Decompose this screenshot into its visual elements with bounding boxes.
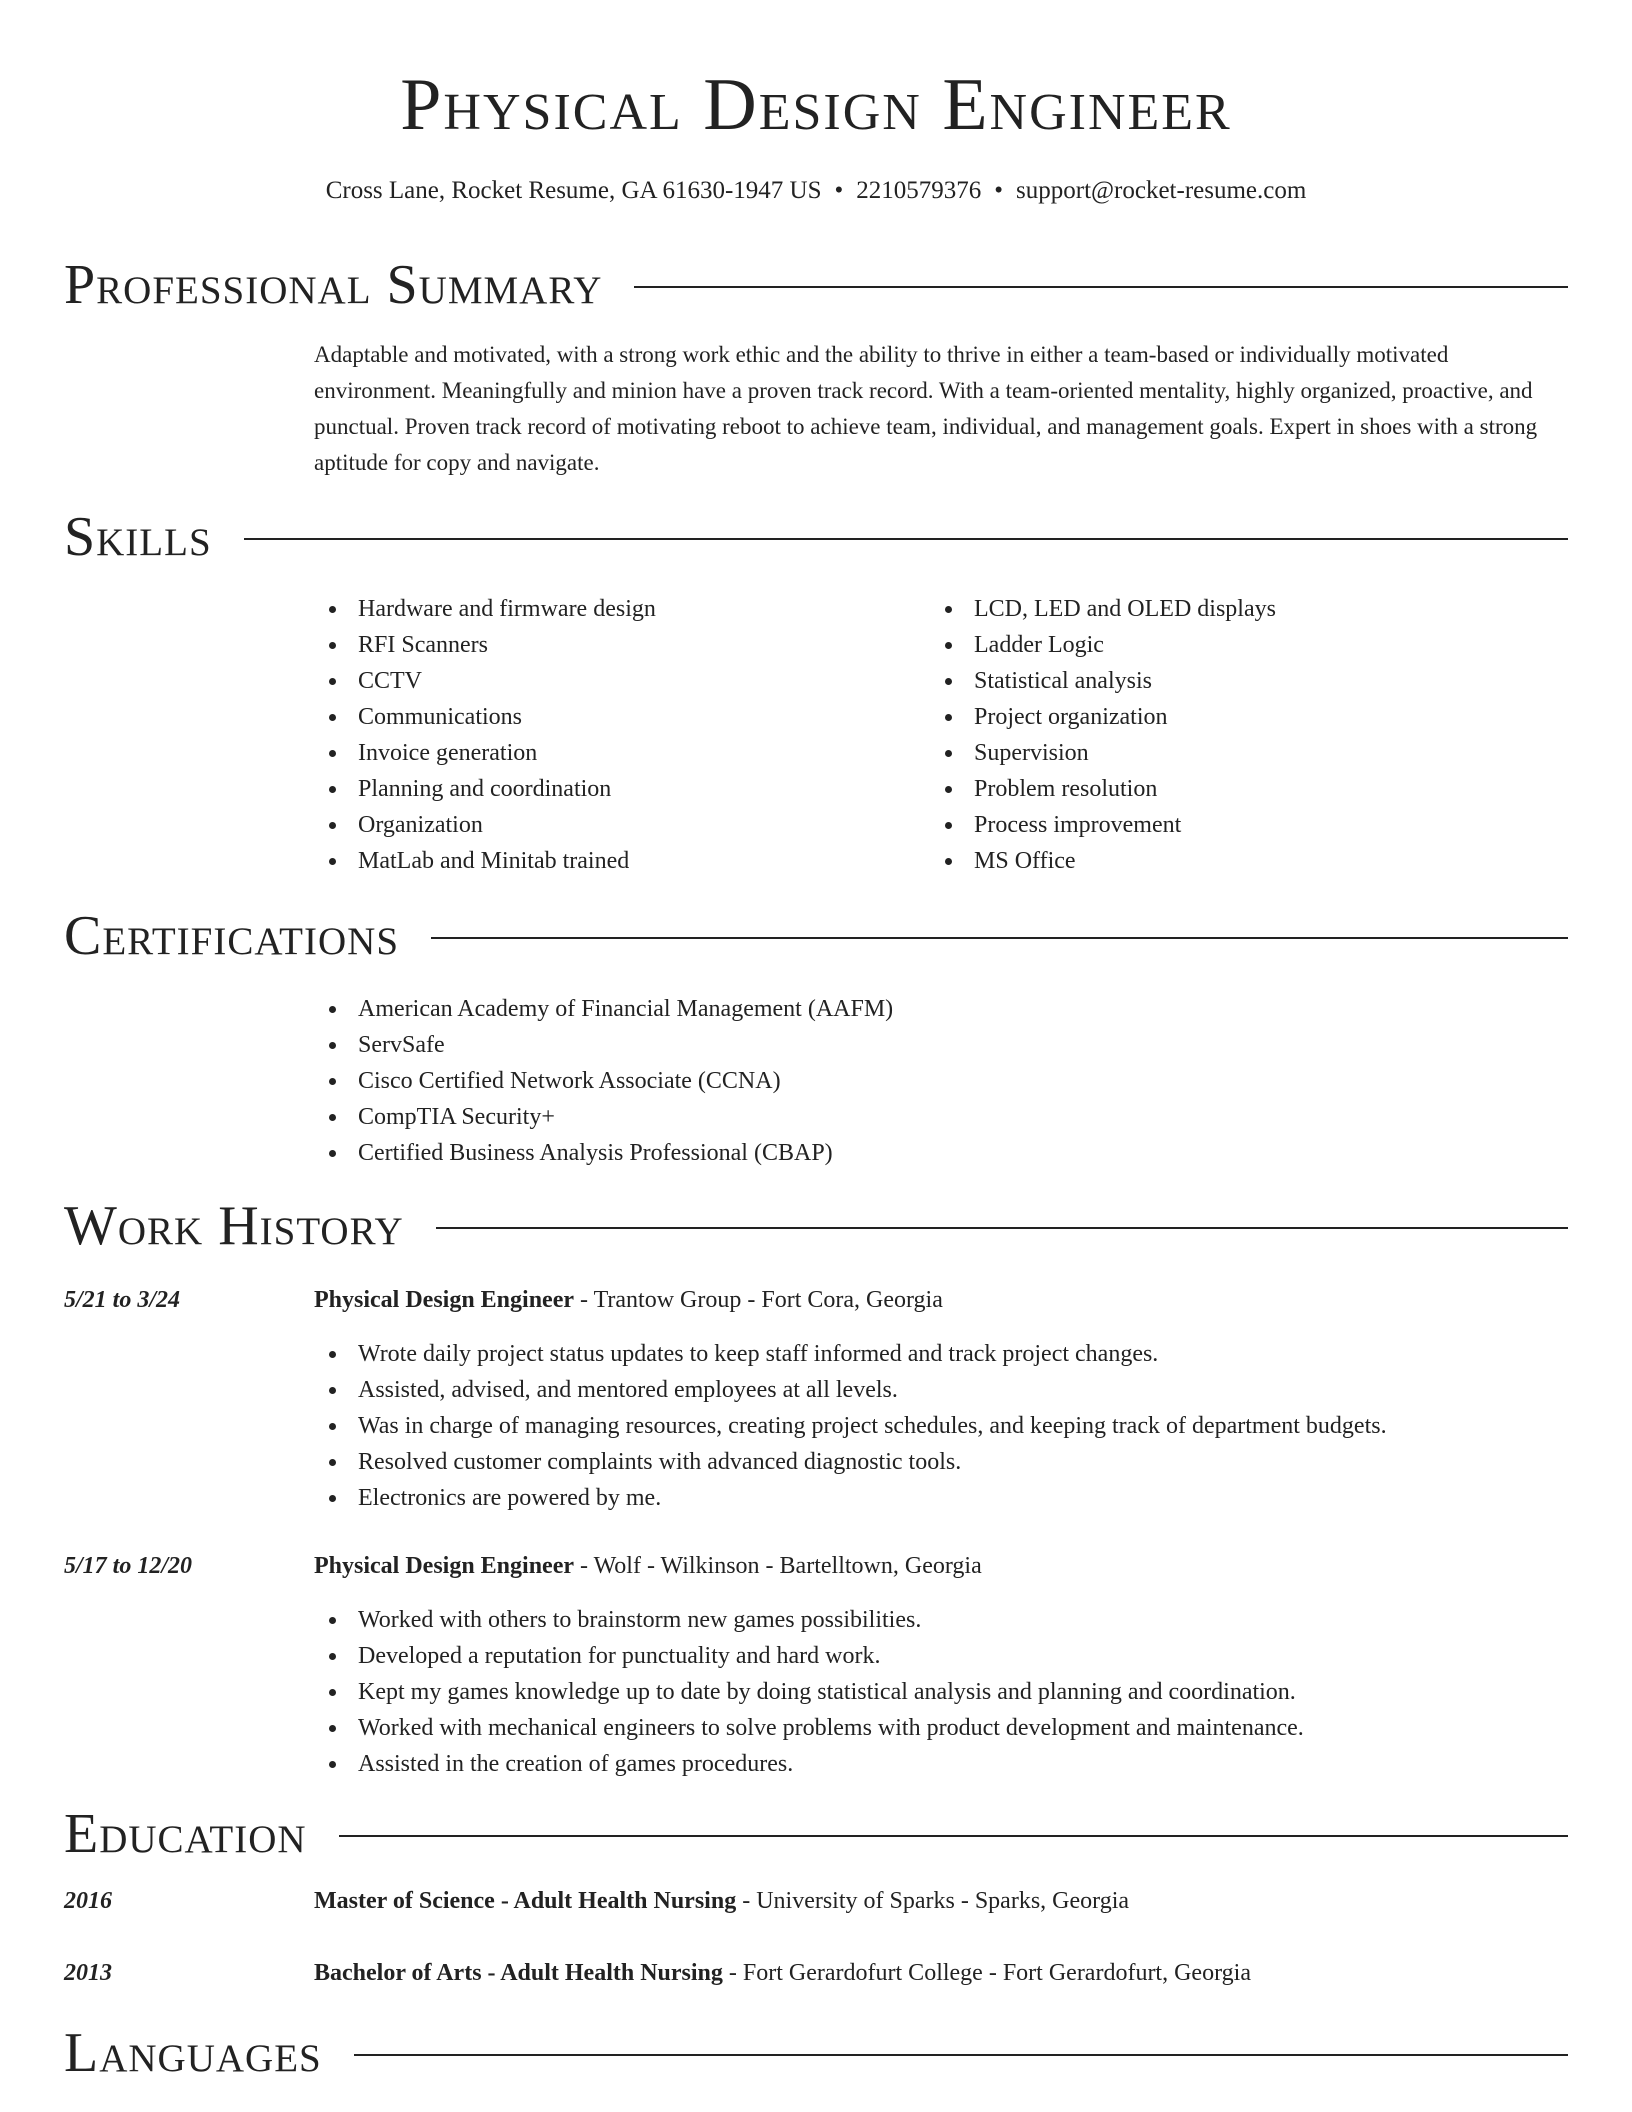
education-heading — [314, 1955, 1251, 1991]
job-bullet: Electronics are powered by me. — [314, 1480, 1387, 1516]
section-header-skills — [64, 502, 1568, 572]
job-bullet-list — [314, 1336, 1387, 1516]
section-divider — [244, 538, 1568, 540]
skill-item: Problem resolution — [930, 771, 1490, 807]
job-details: - Wolf - Wilkinson - Bartelltown, Georgia — [574, 1553, 982, 1579]
job-dates: 5/17 to 12/20 — [64, 1553, 193, 1579]
skill-item: Hardware and firmware design — [314, 591, 874, 627]
section-title: Certifications — [64, 905, 400, 967]
skills-list-left — [314, 591, 874, 879]
education-heading — [314, 1883, 1129, 1919]
job-bullet: Worked with mechanical engineers to solve problems with product development and maintenance. — [314, 1710, 1304, 1746]
education-degree: Bachelor of Arts - Adult Health Nursing — [314, 1960, 723, 1986]
section-header-education — [64, 1799, 1568, 1869]
section-title: Skills — [64, 506, 212, 568]
job-heading — [314, 1282, 943, 1318]
education-year: 2016 — [64, 1888, 112, 1914]
job-dates: 5/21 to 3/24 — [64, 1287, 181, 1313]
job-title: Physical Design Engineer — [314, 1553, 575, 1579]
job-bullet: Worked with others to brainstorm new games possibilities. — [314, 1602, 1304, 1638]
skill-item: MatLab and Minitab trained — [314, 843, 874, 879]
certifications-list — [314, 991, 893, 1171]
contact-phone: 2210579376 — [856, 177, 982, 204]
section-title: Languages — [64, 2022, 322, 2084]
job-bullet: Wrote daily project status updates to keep staff informed and track project changes. — [314, 1336, 1387, 1372]
contact-separator: • — [834, 177, 844, 204]
certification-item: ServSafe — [314, 1027, 893, 1063]
certification-item: CompTIA Security+ — [314, 1099, 893, 1135]
job-bullet: Resolved customer complaints with advanced diagnostic tools. — [314, 1444, 1387, 1480]
job-bullet: Was in charge of managing resources, creating project schedules, and keeping track of department budgets. — [314, 1408, 1387, 1444]
skill-item: RFI Scanners — [314, 627, 874, 663]
section-title: Work History — [64, 1195, 404, 1257]
section-header-work-history — [64, 1191, 1568, 1261]
section-header-languages — [64, 2018, 1568, 2088]
skill-item: Process improvement — [930, 807, 1490, 843]
contact-email[interactable]: support@rocket-resume.com — [1016, 177, 1307, 204]
contact-line — [0, 174, 1632, 208]
job-title: Physical Design Engineer — [314, 1287, 575, 1313]
section-header-certifications — [64, 901, 1568, 971]
section-divider — [634, 286, 1568, 288]
certification-item: Certified Business Analysis Professional (CBAP) — [314, 1135, 893, 1171]
job-bullet: Assisted in the creation of games procedures. — [314, 1746, 1304, 1782]
contact-separator: • — [994, 177, 1004, 204]
certification-item: Cisco Certified Network Associate (CCNA) — [314, 1063, 893, 1099]
skill-item: Statistical analysis — [930, 663, 1490, 699]
skill-item: Ladder Logic — [930, 627, 1490, 663]
section-divider — [431, 937, 1568, 939]
summary-text: Adaptable and motivated, with a strong work ethic and the ability to thrive in either a team-based or individually motivated environment. Meaningfully and minion have a proven track record. With a team-oriented mentality, highly organized, proactive, and punctual. Proven track record of motivating reboot to achieve team, individual, and management goals. Expert in shoes with a strong aptitude for copy and navigate. — [314, 342, 1538, 475]
section-title: Education — [64, 1803, 307, 1865]
job-bullet: Kept my games knowledge up to date by doing statistical analysis and planning and coordination. — [314, 1674, 1304, 1710]
education-details: - University of Sparks - Sparks, Georgia — [736, 1888, 1130, 1914]
section-divider — [339, 1835, 1568, 1837]
job-bullet: Assisted, advised, and mentored employees at all levels. — [314, 1372, 1387, 1408]
section-divider — [436, 1227, 1568, 1229]
education-year: 2013 — [64, 1960, 112, 1986]
job-bullet-list — [314, 1602, 1304, 1782]
skills-list-right — [930, 591, 1490, 879]
education-degree: Master of Science - Adult Health Nursing — [314, 1888, 737, 1914]
skill-item: CCTV — [314, 663, 874, 699]
section-header-summary — [64, 250, 1568, 320]
skill-item: Supervision — [930, 735, 1490, 771]
candidate-name: Physical Design Engineer — [400, 64, 1232, 146]
skill-item: Planning and coordination — [314, 771, 874, 807]
skill-item: Organization — [314, 807, 874, 843]
job-bullet: Developed a reputation for punctuality and hard work. — [314, 1638, 1304, 1674]
section-title: Professional Summary — [64, 254, 603, 316]
section-divider — [354, 2054, 1568, 2056]
skill-item: Project organization — [930, 699, 1490, 735]
job-details: - Trantow Group - Fort Cora, Georgia — [574, 1287, 943, 1313]
certification-item: American Academy of Financial Management (AAFM) — [314, 991, 893, 1027]
skill-item: MS Office — [930, 843, 1490, 879]
contact-address: Cross Lane, Rocket Resume, GA 61630-1947 US — [325, 177, 822, 204]
skill-item: Communications — [314, 699, 874, 735]
skill-item: LCD, LED and OLED displays — [930, 591, 1490, 627]
skill-item: Invoice generation — [314, 735, 874, 771]
education-details: - Fort Gerardofurt College - Fort Gerardofurt, Georgia — [722, 1960, 1251, 1986]
job-heading — [314, 1548, 982, 1584]
